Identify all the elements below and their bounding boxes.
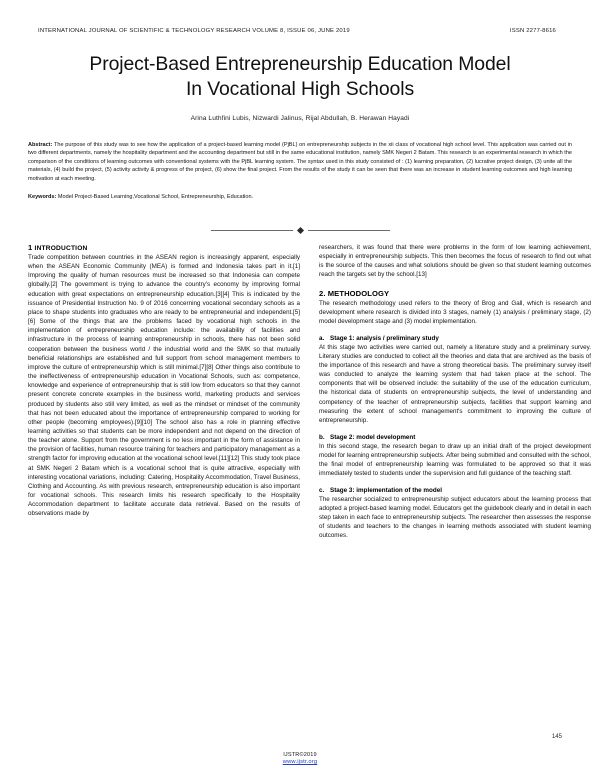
subsection-heading-stage-2	[319, 434, 591, 441]
right-column	[319, 243, 591, 728]
page-number: 145	[551, 733, 562, 740]
introduction-continued: researchers, it was found that there were problems in the form of low learning achievement, especially in entrepreneurship subjects. This then becomes the focus of research to find out what is the source of the causes and what solutions should be given so that student learning outcomes reach the targets set by the school.[13]	[319, 244, 591, 279]
section-heading-introduction	[28, 243, 300, 252]
issn-label: ISSN 2277-8616	[509, 28, 556, 34]
abstract-paragraph	[28, 141, 572, 183]
page-footer	[0, 752, 600, 767]
keywords-label: Keywords:	[28, 193, 57, 200]
paper-title-line-1: Project-Based Entrepreneurship Education Model	[89, 53, 511, 75]
section-2-number: 2.	[319, 288, 328, 298]
abstract-body: The purpose of this study was to see how the application of a project-based learning model (PjBL) on entrepreneurship subjects in the xii class of vocational high school level. This application was carried out in two different departments, namely the hospitality department and the accounting department but still in the same educational institution, namely SMK Negeri 2 Batam. This research is an experimental research in which the comparison of the conditions of learning outcomes with conventional systems with the PjBL learning system. The syntax used in this study consisted of : (1) learning preparation, (2) lucrative project design, (3) unite all the materials, (4) build the project, (5) activity activity & progress of the project, (6) show the final project. From the results of the study it can be seen that there was an increase in student learning outcomes and high learning motivation at each meeting.	[28, 142, 572, 182]
introduction-body: Trade competition between countries in the ASEAN region is increasingly apparent, especially when the ASEAN Economic Community (MEA) is formed and Indonesia takes part in it.[1] Improving the quality of human resources must be increased so that Indonesia can compete globally.[2] The government is trying to advance the country's economy by improving formal education with great expectations on entrepreneurship education.[3][4] This is indicated by the issuance of Presidential Instruction No. 9 of 2016 concerning vocational secondary schools as a place to shape students into graduates who are ready to be entrepreneurial and independent.[5][6] Some of the things that are the problems faced by vocational high schools in the implementation of entrepreneurship education include: the availability of facilities and infrastructure in the process of learning entrepreneurship in schools, there has not been solid cooperation between the business world / the industrial world and the SMK so that mutually beneficial relationships are established and full support from school management members to improve the culture of entrepreneurship which is still minimal.[7][8] Other things also contribute to the ineffectiveness of entrepreneurship education in Vocational Schools, such as: competence, knowledge and experience of entrepreneurship that is still low from educators so that they cannot present concrete concrete examples in the business world, marketing products and services produced by students also still very limited, as well as the mindset or mindset of the community that has not been educated about the importance of entrepreneurship compared to working for other people (becoming employees).[9][10] The school also has a role in planning effective learning activities so that students can be more independent and not depend on the direction of the teacher alone. Support from the government is no less important in the form of assistance in the provision of facilities, human resource training for teachers and participatory management as a strength factor for improving education at the vocational school level.[11][12] This study took place at SMK Negeri 2 Batam which is a vocational school that is quite attractive, especially with interesting vocational variations, including: Catering, Hospitality Accommodation, Travel Business, Clothing and Accounting. As with previous research, entrepreneurship education is also important for vocational schools. This research limits his research specifically to the Hospitality Accommodation department to facilitate accurate data retrieval. Based on the results of observations made by	[28, 254, 300, 518]
section-heading-methodology	[319, 289, 591, 298]
divider-rule-right	[308, 230, 390, 231]
title-block	[30, 52, 570, 122]
page-title	[30, 52, 570, 102]
keywords-paragraph	[28, 193, 572, 201]
section-2-title: METHODOLOGY	[327, 288, 390, 298]
subsection-a-label: a.	[319, 335, 325, 343]
abstract-label: Abstract:	[28, 142, 53, 148]
subsection-c-label: c.	[319, 487, 325, 495]
section-divider-ornament	[0, 228, 600, 233]
keywords-body: Model Project-Based Learning,Vocational School, Entrepreneurship, Education.	[56, 193, 254, 200]
footer-imprint: IJSTR©2019	[283, 751, 317, 758]
paper-title-line-2: In Vocational High Schools	[185, 77, 415, 100]
subsection-heading-stage-3	[319, 487, 591, 494]
section-1-title: INTRODUCTION	[34, 245, 88, 252]
section-1-number: 1	[28, 243, 35, 252]
footer-website-link[interactable]: www.ijstr.org	[282, 759, 318, 766]
abstract-block	[28, 141, 572, 201]
left-column	[28, 243, 300, 728]
stage-2-body: In this second stage, the research began to draw up an initial draft of the project development model for learning entrepreneurship subjects. After being submitted and consulted with the school, the final model of entrepreneurship learning was formulated to be approved so that it was immediately tested to students under the supervision and full guidance of the teaching staff.	[319, 442, 591, 477]
divider-diamond-icon	[296, 227, 303, 234]
body-columns	[28, 243, 591, 728]
subsection-heading-stage-1	[319, 335, 591, 342]
subsection-a-title: Stage 1: analysis / preliminary study	[330, 335, 439, 343]
subsection-c-title: Stage 3: implementation of the model	[330, 487, 442, 495]
author-list: Arina Luthfini Lubis, Nizwardi Jalinus, Rijal Abdullah, B. Herawan Hayadi	[190, 114, 410, 122]
subsection-b-label: b.	[319, 434, 325, 441]
methodology-body: The research methodology used refers to the theory of Brog and Gall, which is research and development where research is divided into 3 stages, namely (1) analysis / preliminary stage, (2) model development stage and (3) model implementation.	[319, 299, 591, 325]
divider-rule-left	[211, 230, 293, 231]
stage-1-body: At this stage two activities were carried out, namely a literature study and a preliminary survey. Literary studies are conducted to collect all the theories and data that are archived as the basis of the importance of this research and have a strong theoretical basis. The preliminary survey itself was conducted to analyze the learning system that had taken place at the school. The components that will be observed include: the suitability of the use of the education curriculum, the historical data of students on entrepreneurship subjects, the level of understanding and competency of the teacher of entrepreneurship subjects, facilities that support learning and measuring the extent of school management's commitment to improving the culture of entrepreneurship.	[319, 343, 591, 424]
subsection-b-title: Stage 2: model development	[330, 434, 416, 441]
stage-3-body: The researcher socialized to entrepreneurship subject educators about the learning process that adopted a project-based learning model. Educators get the guidebook clearly and in detail in each step taken in each face to entrepreneurship subjects. The researcher then assesses the response of students and teachers to the changes in learning methods associated with student learning outcomes.	[319, 495, 591, 540]
journal-running-title: INTERNATIONAL JOURNAL OF SCIENTIFIC & TECHNOLOGY RESEARCH VOLUME 8, ISSUE 06, JUNE 2019	[38, 28, 350, 34]
running-head	[38, 28, 562, 34]
